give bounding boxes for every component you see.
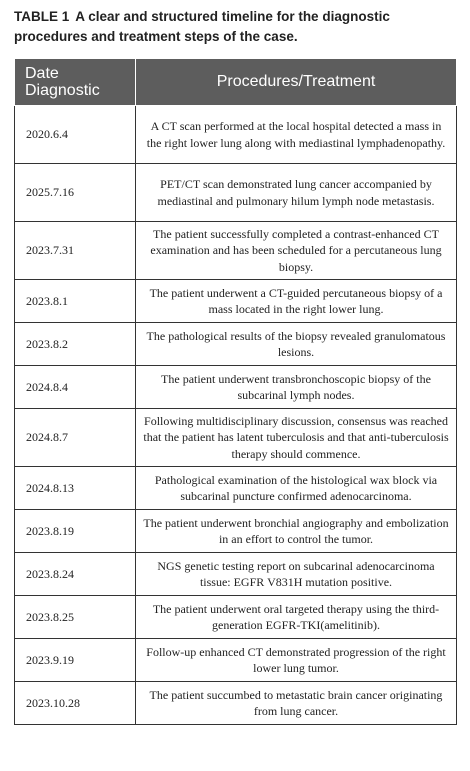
row-date: 2023.7.31 [15, 222, 136, 280]
timeline-table [14, 58, 457, 725]
row-date: 2024.8.4 [15, 366, 136, 409]
table-row [15, 409, 457, 467]
table-row [15, 222, 457, 280]
row-date: 2024.8.13 [15, 467, 136, 510]
row-procedure: Following multidisciplinary discussion, consensus was reached that the patient has latent tuberculosis and that anti-tuberculosis therapy should commence. [136, 409, 457, 467]
row-date: 2023.8.19 [15, 510, 136, 553]
table-caption [14, 7, 454, 47]
row-procedure: The pathological results of the biopsy revealed granulomatous lesions. [136, 323, 457, 366]
table-row [15, 467, 457, 510]
row-procedure: The patient underwent bronchial angiography and embolization in an effort to control the tumor. [136, 510, 457, 553]
row-date: 2025.7.16 [15, 164, 136, 222]
row-procedure: Pathological examination of the histological wax block via subcarinal puncture confirmed adenocarcinoma. [136, 467, 457, 510]
table-label: TABLE 1 [14, 9, 70, 24]
row-date: 2020.6.4 [15, 106, 136, 164]
row-procedure: The patient underwent oral targeted therapy using the third-generation EGFR-TKI(amelitinib). [136, 596, 457, 639]
row-procedure: The patient successfully completed a contrast-enhanced CT examination and has been scheduled for a percutaneous lung biopsy. [136, 222, 457, 280]
table-caption-text: A clear and structured timeline for the diagnostic procedures and treatment steps of the case. [14, 9, 390, 44]
row-procedure: PET/CT scan demonstrated lung cancer accompanied by mediastinal and pulmonary hilum lymph node metastasis. [136, 164, 457, 222]
row-date: 2023.8.24 [15, 553, 136, 596]
table-row [15, 510, 457, 553]
row-procedure: NGS genetic testing report on subcarinal adenocarcinoma tissue: EGFR V831H mutation positive. [136, 553, 457, 596]
table-row [15, 280, 457, 323]
table-row [15, 639, 457, 682]
table-header-row [15, 59, 457, 106]
row-date: 2023.8.2 [15, 323, 136, 366]
row-procedure: The patient underwent transbronchoscopic biopsy of the subcarinal lymph nodes. [136, 366, 457, 409]
table-row [15, 164, 457, 222]
row-procedure: Follow-up enhanced CT demonstrated progression of the right lower lung tumor. [136, 639, 457, 682]
table-row [15, 596, 457, 639]
table-row [15, 323, 457, 366]
table-row [15, 366, 457, 409]
row-date: 2023.8.25 [15, 596, 136, 639]
table-row [15, 106, 457, 164]
row-date: 2023.10.28 [15, 682, 136, 725]
row-procedure: The patient underwent a CT-guided percutaneous biopsy of a mass located in the right lower lung. [136, 280, 457, 323]
header-date-diagnostic: Date Diagnostic [15, 59, 136, 106]
row-procedure: A CT scan performed at the local hospital detected a mass in the right lower lung along with mediastinal lymphadenopathy. [136, 106, 457, 164]
table-row [15, 553, 457, 596]
table-row [15, 682, 457, 725]
row-date: 2024.8.7 [15, 409, 136, 467]
row-date: 2023.9.19 [15, 639, 136, 682]
row-procedure: The patient succumbed to metastatic brain cancer originating from lung cancer. [136, 682, 457, 725]
row-date: 2023.8.1 [15, 280, 136, 323]
header-procedures-treatment: Procedures/Treatment [136, 59, 457, 106]
